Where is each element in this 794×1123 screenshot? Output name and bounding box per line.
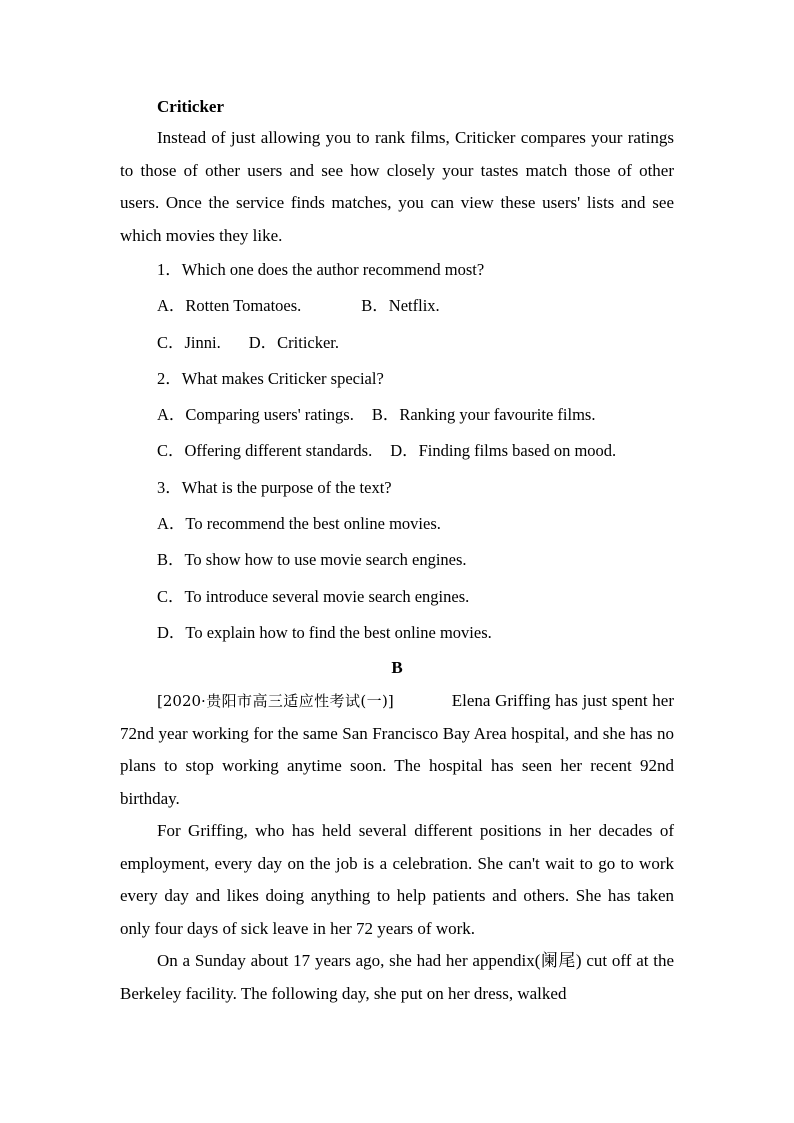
question-2-options-row-2 — [120, 433, 674, 469]
question-3-option-c: C．To introduce several movie search engines. — [157, 586, 470, 606]
question-1-stem: 1．Which one does the author recommend most? — [157, 260, 485, 279]
question-1-options-row-2 — [120, 325, 674, 361]
section-heading-criticker: Criticker — [157, 97, 225, 116]
question-2-option-b: B．Ranking your favourite films. — [371, 405, 596, 425]
question-3-option-b: B．To show how to use movie search engines. — [157, 550, 467, 570]
section-b-paragraph-2: For Griffing, who has held several different positions in her decades of employment, every day on the job is a celebration. She can't wait to go to work every day and likes doing anything to help patients and others. She has taken only four days of sick leave in her 72 years of work. — [120, 821, 674, 938]
question-3-stem: 3．What is the purpose of the text? — [157, 477, 392, 497]
question-3-option-a: A．To recommend the best online movies. — [157, 514, 441, 534]
document-page — [120, 92, 674, 1010]
section-b-label: B — [391, 658, 403, 678]
section-b-first-paragraph-text: Elena Griffing has just spent her 72nd year working for the same San Francisco Bay Area hospital, and she has no plans to stop working anytime soon. The hospital has seen her recent 92nd birthday. — [120, 691, 674, 808]
question-2-stem: 2．What makes Criticker special? — [157, 368, 384, 388]
section-b-paragraph-3: On a Sunday about 17 years ago, she had her appendix(阑尾) cut off at the Berkeley facility. The following day, she put on her dress, walked — [120, 951, 674, 1003]
question-2-option-a: A．Comparing users' ratings. — [157, 405, 354, 425]
question-1-option-b: B．Netflix. — [361, 296, 440, 316]
exam-source: [2020·贵阳市高三适应性考试(一)] — [157, 692, 394, 711]
section-b-first-paragraph — [120, 685, 674, 815]
question-1-options-row-1 — [120, 288, 674, 324]
question-1-option-a: A．Rotten Tomatoes. — [157, 296, 302, 316]
question-2-options-row-1 — [120, 397, 674, 433]
question-1-option-d: D．Criticker. — [248, 332, 340, 352]
question-3-option-d: D．To explain how to find the best online movies. — [157, 622, 492, 642]
question-2-option-d: D．Finding films based on mood. — [390, 441, 617, 461]
question-1-option-c: C．Jinni. — [157, 332, 221, 352]
criticker-paragraph: Instead of just allowing you to rank films, Criticker compares your ratings to those of other users and see how closely your tastes match those of other users. Once the service finds matches, you can view these users' lists and see which movies they like. — [120, 128, 674, 245]
question-2-option-c: C．Offering different standards. — [157, 441, 373, 461]
